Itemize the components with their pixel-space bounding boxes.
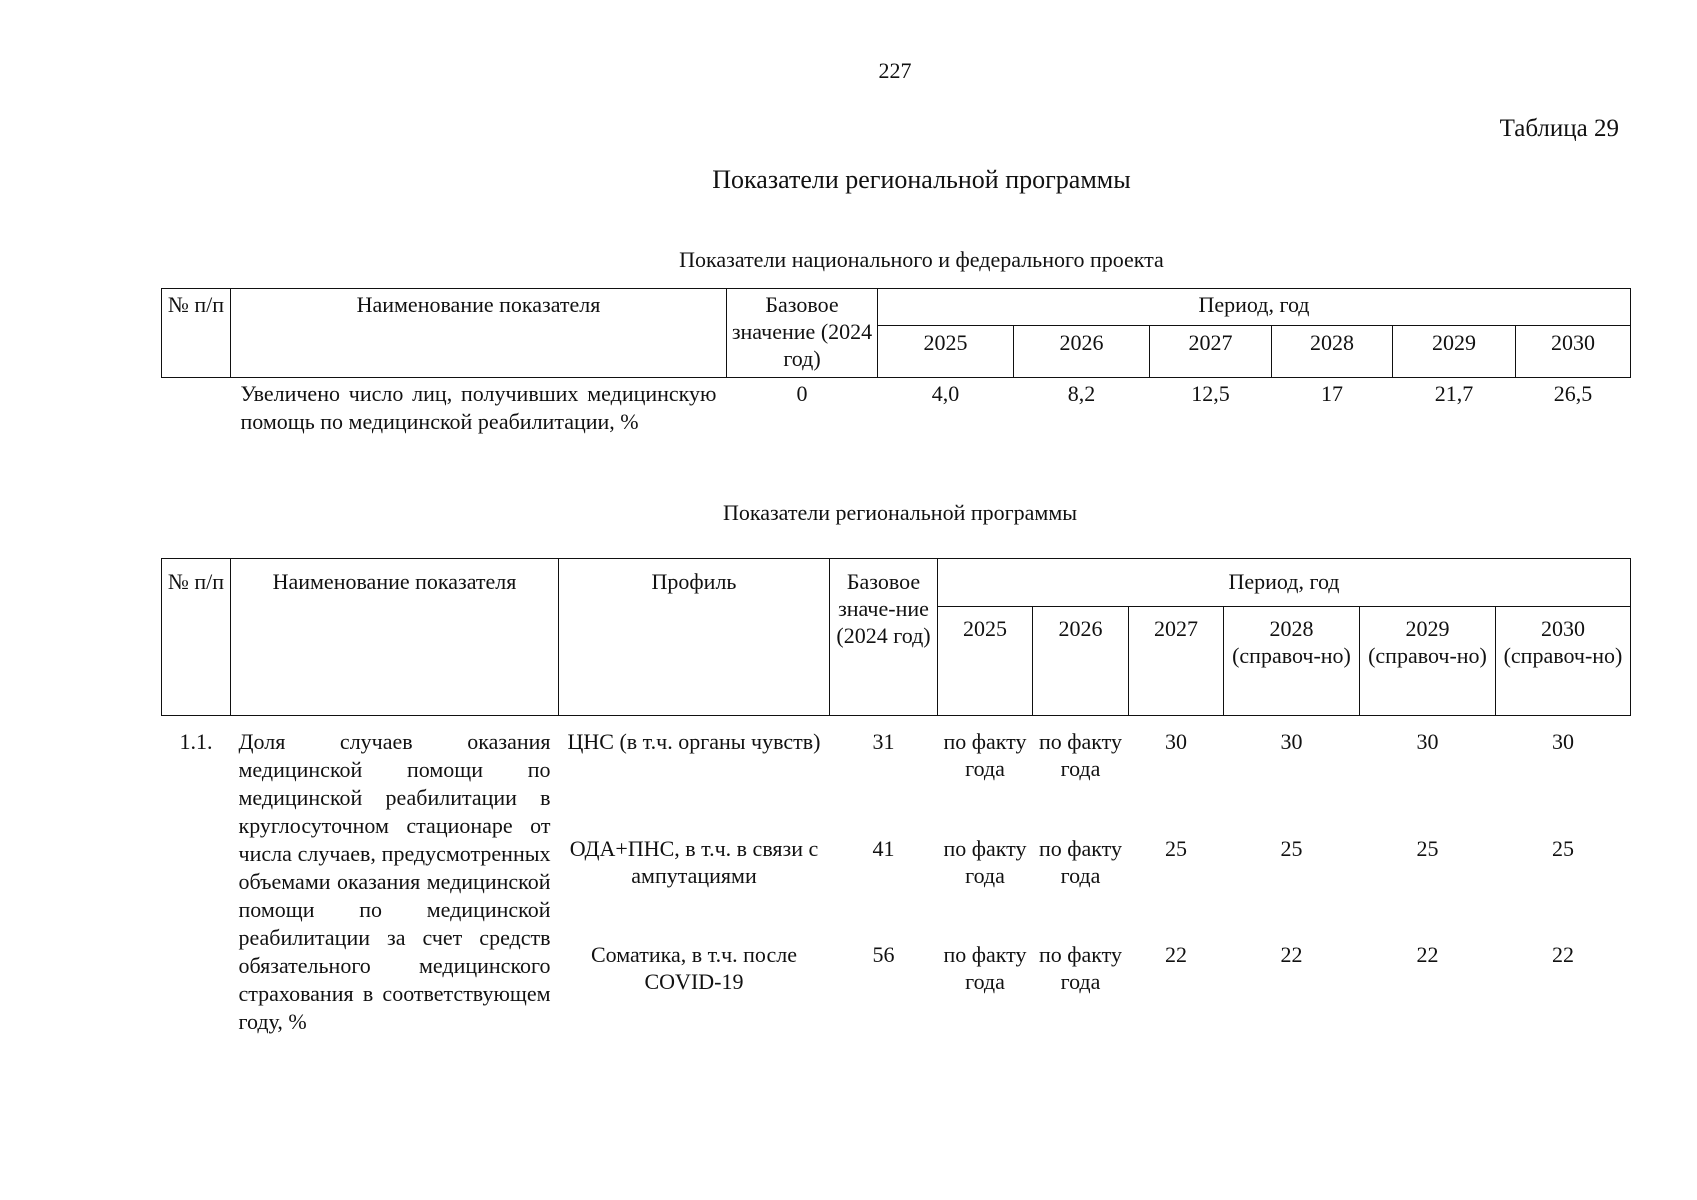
year-value: 30 <box>1165 729 1187 754</box>
year-value: 22 <box>1165 942 1187 968</box>
header-year: 2026 <box>1014 326 1150 378</box>
profile: Соматика, в т.ч. после COVID-19 <box>591 942 797 995</box>
header-name: Наименование показателя <box>231 289 727 378</box>
year-value: 25 <box>1280 835 1303 861</box>
header-year: 2028 (справоч-но) <box>1224 607 1360 716</box>
header-year: 2030 <box>1516 326 1631 378</box>
year-value: 30 <box>1552 729 1574 754</box>
year-value: по факту года <box>1038 729 1122 781</box>
header-name: Наименование показателя <box>231 559 559 716</box>
table-row <box>162 716 1631 823</box>
header-base: Базовое значение (2024 год) <box>727 289 878 378</box>
profile: ОДА+ПНС, в т.ч. в связи с ампутациями <box>569 835 819 888</box>
header-year: 2030 (справоч-но) <box>1496 607 1631 716</box>
table-label: Таблица 29 <box>1499 115 1619 142</box>
year-value: 25 <box>1552 835 1574 861</box>
base-value: 56 <box>872 942 895 968</box>
header-num: № п/п <box>162 559 231 716</box>
page-number: 227 <box>878 58 912 83</box>
year-value: 4,0 <box>931 381 960 406</box>
national-indicators-table <box>161 288 1631 436</box>
year-value: 26,5 <box>1553 381 1593 406</box>
base-value: 41 <box>872 835 895 861</box>
year-value: 8,2 <box>1067 381 1096 406</box>
header-year: 2027 <box>1150 326 1272 378</box>
year-value: 25 <box>1165 835 1187 861</box>
year-value: 17 <box>1321 381 1343 406</box>
year-value: 22 <box>1416 942 1439 968</box>
year-value: 22 <box>1280 942 1303 968</box>
header-year: 2025 <box>878 326 1014 378</box>
header-profile: Профиль <box>559 559 830 716</box>
base-value: 0 <box>796 381 808 406</box>
regional-indicators-table <box>161 558 1631 1036</box>
page-title: Показатели региональной программы <box>712 165 1131 194</box>
year-value: 30 <box>1416 729 1439 754</box>
base-value: 31 <box>872 729 895 754</box>
row-num: 1.1. <box>179 729 213 754</box>
year-value: 25 <box>1416 835 1439 861</box>
year-value: 30 <box>1280 729 1303 754</box>
header-year: 2028 <box>1272 326 1393 378</box>
header-year: 2027 <box>1129 607 1224 716</box>
table-row <box>162 378 1631 437</box>
indicator-name: Увеличено число лиц, получивших медицинскую помощь по медицинской реабилитации, % <box>240 381 717 434</box>
year-value: по факту года <box>1038 942 1122 995</box>
indicator-name: Доля случаев оказания медицинской помощи по медицинской реабилитации в круглосуточном стационаре от числа случаев, предусмотренных объемами оказания медицинской помощи по медицинской реабилитации за счет средств обязательного медицинского страхования в соответствующем году, % <box>238 729 551 1034</box>
header-year: 2025 <box>938 607 1033 716</box>
profile: ЦНС (в т.ч. органы чувств) <box>567 729 821 754</box>
year-value: по факту года <box>943 942 1027 995</box>
table1-subtitle: Показатели национального и федерального проекта <box>679 247 1164 272</box>
year-value: 22 <box>1552 942 1574 968</box>
year-value: по факту года <box>943 729 1027 781</box>
header-base: Базовое значе-ние (2024 год) <box>830 559 938 716</box>
year-value: 12,5 <box>1191 381 1230 406</box>
year-value: по факту года <box>1038 835 1122 888</box>
header-period: Период, год <box>938 559 1631 607</box>
header-year: 2029 (справоч-но) <box>1360 607 1496 716</box>
row-num <box>162 378 231 437</box>
header-num: № п/п <box>162 289 231 378</box>
header-year: 2029 <box>1393 326 1516 378</box>
header-year: 2026 <box>1033 607 1129 716</box>
year-value: по факту года <box>943 835 1027 888</box>
table2-subtitle: Показатели региональной программы <box>722 500 1078 525</box>
year-value: 21,7 <box>1434 381 1474 406</box>
header-period: Период, год <box>878 289 1631 326</box>
